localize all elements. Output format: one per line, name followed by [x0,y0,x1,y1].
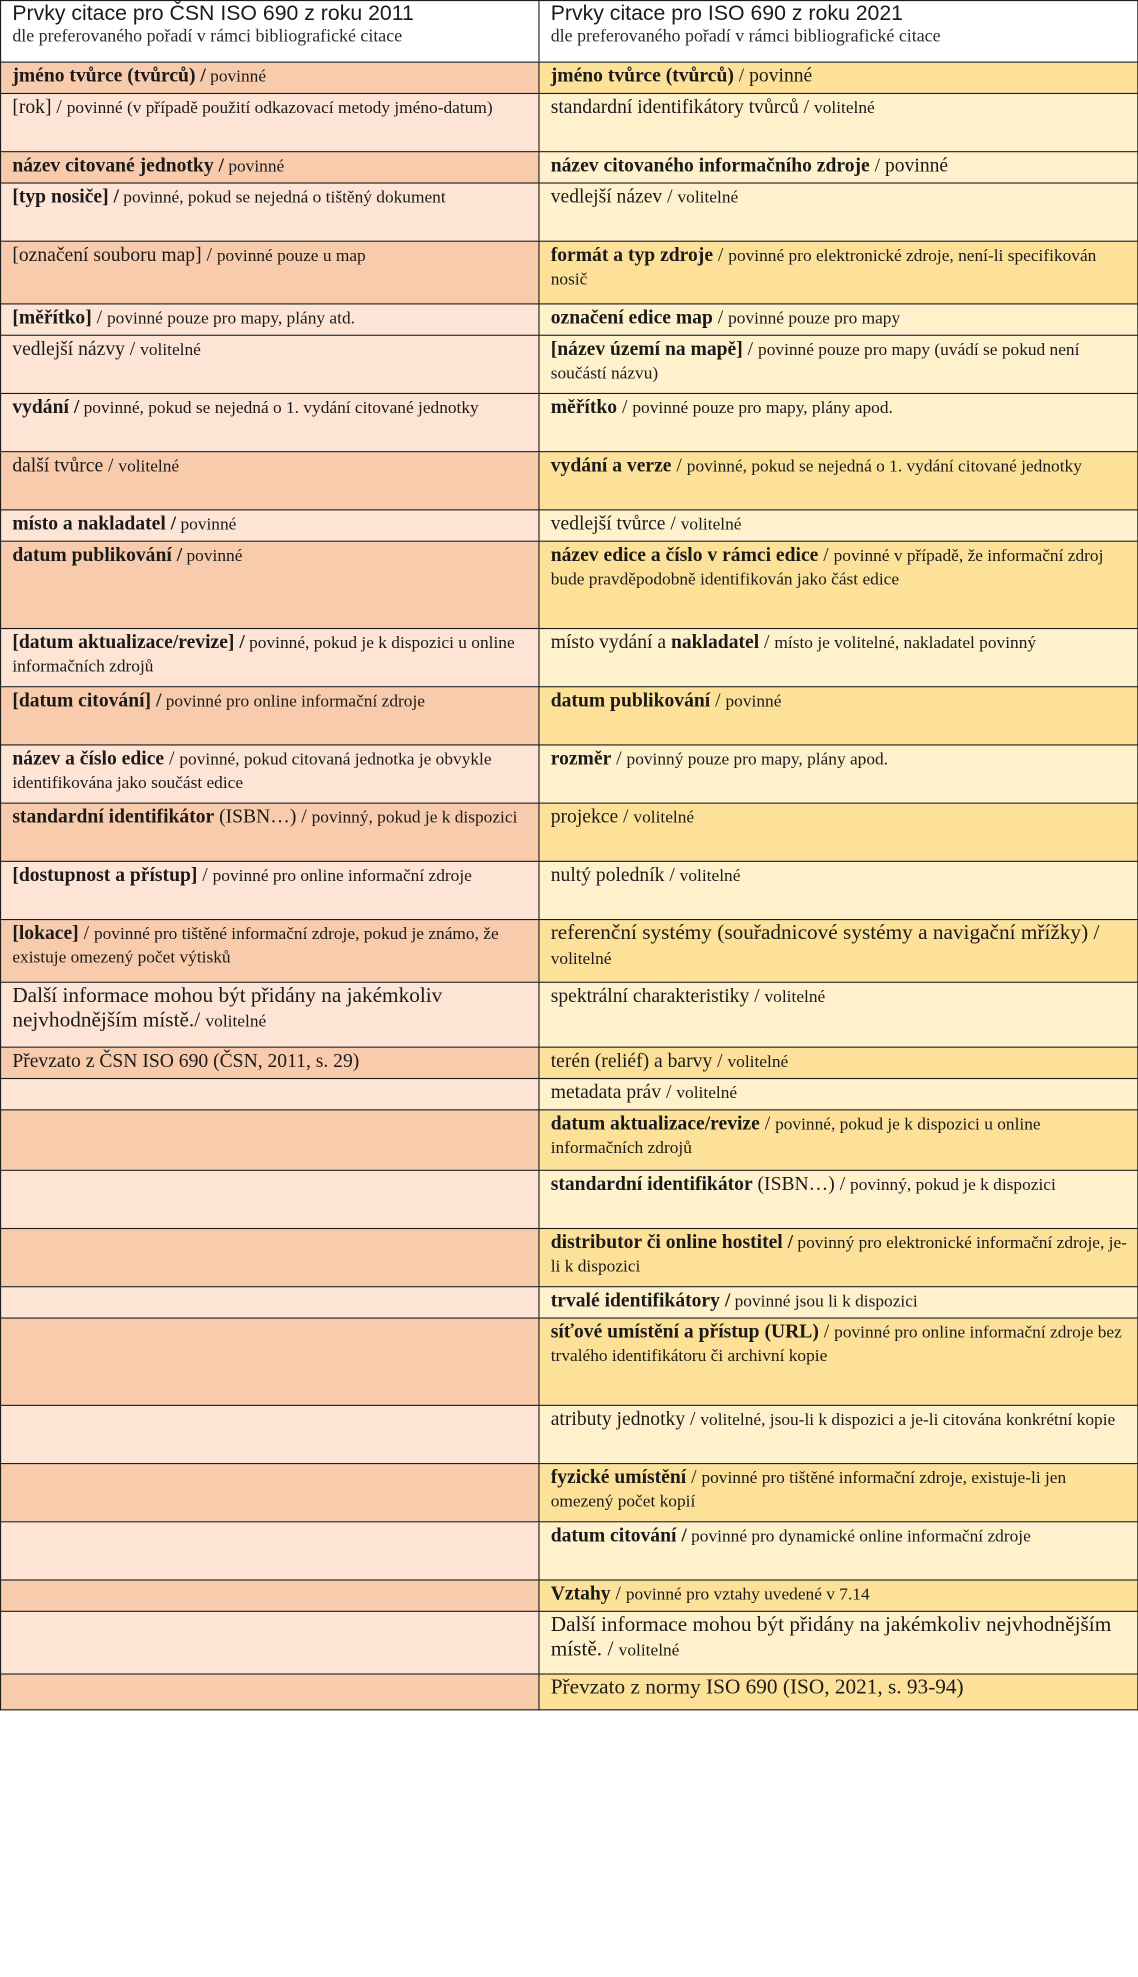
element-name: [typ nosiče] / [12,184,119,208]
element-name: datum publikování / [12,542,183,566]
element-text: / [713,242,729,266]
right-cell [539,1318,1138,1405]
element-name: vydání a verze [550,453,672,476]
element-text: / povinné [869,153,949,176]
element-name: datum aktualizace/revize [550,1111,760,1134]
element-text: / [686,1465,702,1488]
element-requirement: volitelné [618,1641,680,1661]
element-text: / [78,921,94,944]
left-cell [1,982,539,1047]
right-cell [539,861,1138,919]
element-name: [měřítko] [12,305,92,328]
element-requirement: povinné, pokud je k dispozici u online informačních zdrojů [12,633,515,677]
table-body [1,1,1138,1710]
element-text: vedlejší název / [550,184,678,208]
table-row [1,1047,1138,1078]
right-cell [539,183,1138,241]
element-text: [označení souboru map] / [12,242,217,266]
table-row [1,393,1138,451]
table-row [1,1405,1138,1463]
element-text: / [712,305,729,328]
left-cell [1,393,539,451]
element-text: (ISBN…) / [752,1171,851,1195]
right-cell [539,93,1138,151]
element-name: datum publikování [550,688,711,711]
table-row [1,1110,1138,1170]
left-cell [1,152,539,183]
element-text: / [818,1319,835,1343]
element-text: / [197,863,213,886]
element-text: nultý poledník / [550,863,680,886]
element-name: formát a typ zdroje [550,242,714,266]
element-requirement: povinné jsou li k dispozici [730,1291,918,1311]
right-cell [539,1110,1138,1170]
table-row [1,152,1138,183]
element-text: metadata práv / [550,1080,677,1103]
element-text: / [818,542,834,566]
left-cell [1,452,539,510]
element-name: fyzické umístění [550,1465,687,1488]
left-cell [1,541,539,628]
right-cell [539,1464,1138,1522]
element-requirement: volitelné [814,98,875,118]
left-cell [1,1674,539,1710]
element-requirement: povinné, pokud citovaná jednotka je obvykle identifikována jako součást edice [12,749,492,793]
table-row [1,183,1138,241]
left-cell [1,1522,539,1580]
element-name: [datum aktualizace/revize] / [12,630,245,653]
element-text: standardní identifikátory tvůrců / [550,95,815,118]
element-text: / [710,688,726,711]
element-requirement: povinné pouze pro mapy, plány atd. [106,308,355,328]
element-text: / [164,746,180,770]
element-requirement: volitelné [550,949,612,969]
element-requirement: povinné pro tištěné informační zdroje, pokud je známo, že existuje omezený počet výtisků [12,924,499,968]
table-row [1,452,1138,510]
element-requirement: volitelné [764,987,826,1007]
element-requirement: povinné, pokud je k dispozici u online informačních zdrojů [550,1114,1041,1158]
element-text: Převzato z ČSN ISO 690 (ČSN, 2011, s. 29) [12,1048,360,1072]
right-cell [539,745,1138,803]
left-cell [1,687,539,745]
element-requirement: povinné pouze u map [216,246,366,266]
element-requirement: volitelné [140,340,201,360]
element-name: název a číslo edice [12,746,165,770]
left-cell [1,304,539,335]
element-requirement: volitelné [676,1083,738,1103]
element-name: měřítko [550,395,618,418]
element-requirement: povinné pro elektronické zdroje, není-li specifikován nosič [550,246,1097,290]
table-row [1,541,1138,628]
table-row [1,920,1138,983]
table-row [1,62,1138,93]
table-row [1,304,1138,335]
element-text: / [610,1581,626,1605]
element-requirement: povinné [223,156,285,176]
element-text: / [742,336,759,360]
element-requirement: povinné [182,546,243,566]
element-name: místo a nakladatel / [12,511,177,534]
element-requirement: volitelné [680,514,742,534]
element-name: síťové umístění a přístup (URL) [550,1319,819,1343]
element-name: jméno tvůrce (tvůrců) / [12,63,206,87]
right-cell [539,1229,1138,1287]
left-cell [1,241,539,304]
left-cell [1,1079,539,1110]
right-cell [539,335,1138,393]
table-row [1,335,1138,393]
element-requirement: volitelné [677,188,739,208]
element-text: Další informace mohou být přidány na jakémkoliv nejvhodnějším místě. / [550,1613,1112,1662]
left-cell [1,745,539,803]
table-row [1,1522,1138,1580]
right-cell [539,304,1138,335]
element-requirement: povinné pro online informační zdroje [161,691,425,711]
element-requirement: volitelné [633,808,695,828]
left-cell [1,1287,539,1318]
table-row [1,1229,1138,1287]
element-requirement: povinné [725,691,782,711]
left-cell [1,920,539,983]
element-requirement: povinné pouze pro mapy (uvádí se pokud není součástí názvu) [550,340,1080,384]
table-row [1,687,1138,745]
right-cell [539,541,1138,628]
element-text: atributy jednotky / [550,1407,701,1430]
element-name: [název území na mapě] [550,336,743,360]
left-cell [1,62,539,93]
element-name: označení edice map [550,305,713,328]
element-name: vydání / [12,395,80,418]
left-cell [1,93,539,151]
left-cell [1,510,539,541]
left-cell [1,1047,539,1078]
right-header-title: Prvky citace pro ISO 690 z roku 2021 [550,2,904,26]
element-text: místo vydání a [550,630,671,653]
element-text: (ISBN…) / [214,804,312,828]
right-cell [539,1079,1138,1110]
right-cell [539,920,1138,983]
right-cell [539,1047,1138,1078]
element-text: Převzato z normy ISO 690 (ISO, 2021, s. 93-94) [550,1675,964,1700]
element-text: Další informace mohou být přidány na jakémkoliv nejvhodnějším místě./ [12,983,443,1033]
right-cell [539,1405,1138,1463]
element-text: / [759,1111,776,1134]
right-cell [539,393,1138,451]
element-text: terén (reliéf) a barvy / [550,1048,728,1072]
element-name: [datum citování] / [12,688,162,711]
element-text: / [611,746,627,770]
right-cell [539,1170,1138,1228]
element-name: standardní identifikátor [550,1171,753,1195]
left-column-header [1,1,539,63]
element-requirement: povinné (v případě použití odkazovací metody jméno-datum) [66,98,493,118]
element-requirement: povinný pouze pro mapy, plány apod. [626,749,889,770]
element-name: Vztahy [550,1581,611,1605]
table-row [1,1079,1138,1110]
element-text: vedlejší tvůrce / [550,511,681,534]
left-cell [1,803,539,861]
element-requirement: povinný pro elektronické informační zdroje, je-li k dispozici [550,1233,1127,1277]
left-cell [1,183,539,241]
element-text: projekce / [550,804,634,828]
left-cell [1,629,539,687]
element-requirement: povinné pro online informační zdroje bez trvalého identifikátoru či archivní kopie [550,1323,1122,1366]
element-text: další tvůrce / [12,453,119,476]
left-cell [1,861,539,919]
element-requirement: povinné, pokud se nejedná o 1. vydání citované jednotky [79,398,479,418]
element-text: / [759,630,775,653]
table-row [1,1318,1138,1405]
left-cell [1,1170,539,1228]
element-name: název citovaného informačního zdroje [550,153,870,176]
element-requirement: volitelné [727,1052,789,1072]
element-requirement: povinný, pokud je k dispozici [311,808,518,828]
element-requirement: volitelné, jsou-li k dispozici a je-li citována konkrétní kopie [700,1410,1116,1430]
element-name: jméno tvůrce (tvůrců) [550,63,734,87]
element-requirement: povinné [176,514,237,534]
table-row [1,1611,1138,1674]
table-header-row [1,1,1138,63]
element-text: / [671,453,687,476]
element-text: vedlejší názvy / [12,336,141,360]
right-column-header [539,1,1138,63]
right-cell [539,629,1138,687]
right-cell [539,62,1138,93]
element-requirement: povinné [205,67,267,87]
element-requirement: volitelné [118,456,180,476]
element-name: název edice a číslo v rámci edice [550,542,819,566]
left-header-subtitle: dle preferovaného pořadí v rámci bibliografické citace [12,27,403,47]
left-cell [1,1464,539,1522]
left-cell [1,1110,539,1170]
right-cell [539,687,1138,745]
table-row [1,93,1138,151]
element-requirement: povinný, pokud je k dispozici [850,1175,1056,1195]
element-requirement: povinné pro dynamické online informační zdroje [686,1526,1031,1546]
element-name: datum citování / [550,1523,687,1546]
left-cell [1,1611,539,1674]
left-cell [1,1318,539,1405]
left-cell [1,335,539,393]
right-cell [539,1287,1138,1318]
element-text: spektrální charakteristiky / [550,983,765,1007]
element-requirement: povinné pouze pro mapy, plány apod. [632,398,893,418]
table-row [1,1287,1138,1318]
element-requirement: povinné pouze pro mapy [728,308,901,328]
table-row [1,745,1138,803]
element-requirement: povinné v případě, že informační zdroj bude pravděpodobně identifikován jako část edice [550,546,1104,590]
right-header-subtitle: dle preferovaného pořadí v rámci bibliografické citace [550,27,941,47]
right-cell [539,1522,1138,1580]
element-text: / povinné [733,63,813,87]
element-text: / [617,395,633,418]
element-name: název citované jednotky / [12,153,224,176]
table-row [1,803,1138,861]
left-cell [1,1229,539,1287]
element-requirement: povinné, pokud se nejedná o tištěný dokument [118,188,446,208]
table-row [1,510,1138,541]
table-row [1,1674,1138,1710]
element-name: trvalé identifikátory / [550,1288,731,1311]
right-cell [539,1674,1138,1710]
element-requirement: povinné pro vztahy uvedené v 7.14 [625,1585,870,1605]
element-text: referenční systémy (souřadnicové systémy a navigační mřížky) / [550,921,1100,945]
element-name: standardní identifikátor [12,804,215,828]
right-cell [539,982,1138,1047]
element-requirement: volitelné [679,866,741,886]
element-name: nakladatel [670,630,760,653]
right-cell [539,803,1138,861]
element-name: [lokace] [12,921,79,944]
left-cell [1,1405,539,1463]
element-name: [dostupnost a přístup] [12,863,198,886]
table-row [1,241,1138,304]
right-cell [539,452,1138,510]
table-row [1,1464,1138,1522]
right-cell [539,152,1138,183]
element-name: distributor či online hostitel / [550,1230,794,1253]
element-requirement: povinné pro online informační zdroje [212,866,472,886]
right-cell [539,241,1138,304]
right-cell [539,1611,1138,1674]
table-row [1,1170,1138,1228]
table-row [1,629,1138,687]
table-row [1,982,1138,1047]
right-cell [539,1580,1138,1611]
element-requirement: místo je volitelné, nakladatel povinný [774,633,1037,653]
left-header-title: Prvky citace pro ČSN ISO 690 z roku 2011 [12,2,414,26]
table-row [1,861,1138,919]
element-text: [rok] / [12,95,67,118]
table-row [1,1580,1138,1611]
element-requirement: povinné, pokud se nejedná o 1. vydání citované jednotky [686,456,1082,476]
left-cell [1,1580,539,1611]
element-requirement: povinné pro tištěné informační zdroje, existuje-li jen omezený počet kopií [550,1468,1067,1512]
right-cell [539,510,1138,541]
element-name: rozměr [550,746,612,770]
element-text: / [91,305,107,328]
element-requirement: volitelné [205,1012,267,1032]
